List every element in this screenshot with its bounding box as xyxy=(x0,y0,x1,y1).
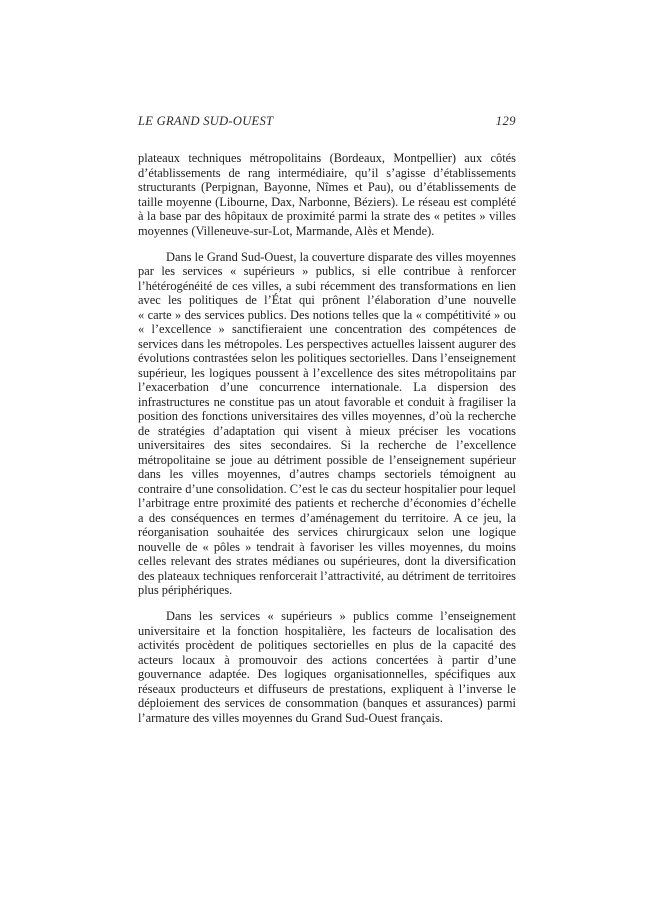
paragraph-services-superieurs: Dans le Grand Sud-Ouest, la couverture disparate des villes moyennes par les services « supérieurs » publics, si elle contribue à renforcer l’hétérogénéité de ces villes, a subi récemment des transformations en lien avec les politiques de l’État qui prônent l’élaboration d’une nouvelle « carte » des services publics. Des notions telles que la « compétitivité » ou « l’excellence » sanctifieraient une concentration des compétences de services dans les métropoles. Les perspectives actuelles laissent augurer des évolutions contrastées selon les politiques sectorielles. Dans l’enseignement supérieur, les logiques poussent à l’excellence des sites métropolitains par l’exacerbation d’une concurrence internationale. La dispersion des infrastructures ne constitue pas un atout favorable et conduit à fragiliser la position des fonctions universitaires des villes moyennes, d’où la recherche de stratégies d’adaptation qui visent à mieux préciser les vocations universitaires des sites secondaires. Si la recherche de l’excellence métropolitaine se joue au détriment possible de l’enseignement supérieur dans les villes moyennes, d’autres champs sectoriels témoignent au contraire d’une consolidation. C’est le cas du secteur hospitalier pour lequel l’arbitrage entre proximité des patients et recherche d’économies d’échelle a des conséquences en termes d’aménagement du territoire. A ce jeu, la réorganisation souhaitée des services chirurgicaux selon une logique nouvelle de « pôles » tendrait à favoriser les villes moyennes, du moins celles relevant des strates médianes ou supérieures, dont la diversification des plateaux techniques renforcerait l’attractivité, au détriment de territoires plus périphériques. xyxy=(138,249,516,597)
running-header-title: LE GRAND SUD-OUEST xyxy=(138,114,274,128)
running-header xyxy=(138,114,516,128)
paragraph-conclusion: Dans les services « supérieurs » publics comme l’enseignement universitaire et la fonction hospitalière, les facteurs de localisation des activités procèdent de politiques sectorielles en plus de la capacité des acteurs locaux à promouvoir des actions concertées à partir d’une gouvernance adaptée. Des logiques organisationnelles, spécifiques aux réseaux producteurs et diffuseurs de prestations, expliquent à l’inverse le déploiement des services de consommation (banques et assurances) parmi l’armature des villes moyennes du Grand Sud-Ouest français. xyxy=(138,609,516,725)
page-number: 129 xyxy=(495,114,516,128)
paragraph-hospital-network: plateaux techniques métropolitains (Bordeaux, Montpellier) aux côtés d’établissements de rang intermédiaire, qu’il s’agisse d’établissements structurants (Perpignan, Bayonne, Nîmes et Pau), ou d’établissements de taille moyenne (Libourne, Dax, Narbonne, Béziers). Le réseau est complété à la base par des hôpitaux de proximité parmi la strate des « petites » villes moyennes (Villeneuve-sur-Lot, Marmande, Alès et Mende). xyxy=(138,151,516,238)
page-body-text xyxy=(138,151,516,725)
